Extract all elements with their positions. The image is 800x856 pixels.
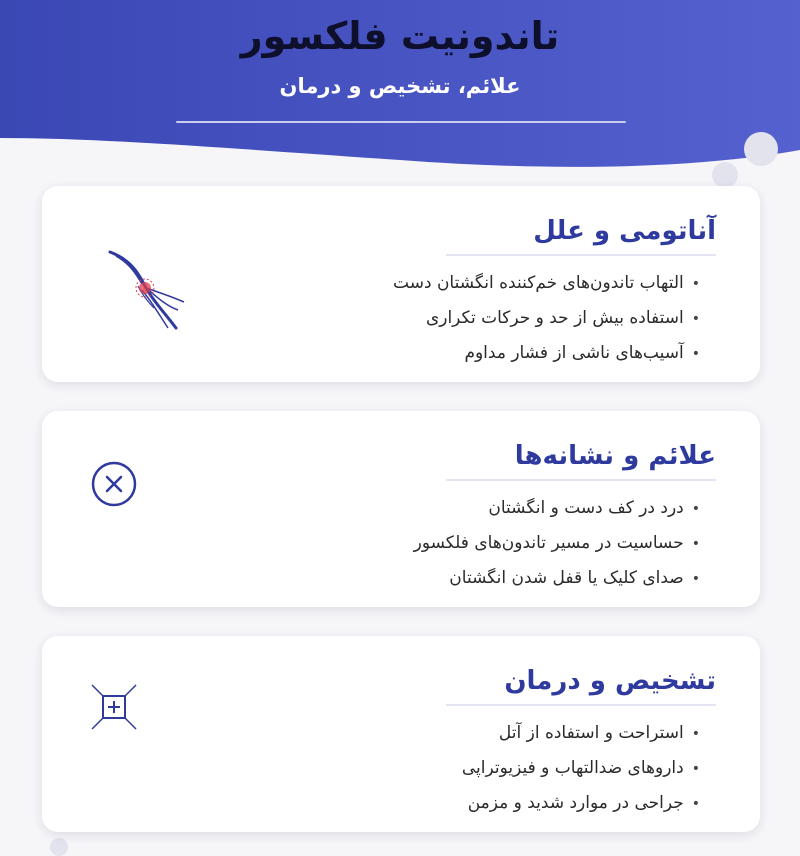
section-title: علائم و نشانه‌ها	[514, 441, 716, 471]
section-list	[200, 266, 700, 371]
finger-tendon-icon	[102, 246, 192, 346]
list-item: •استراحت و استفاده از آتل	[498, 723, 700, 743]
decorative-bubble	[744, 132, 778, 166]
list-item: •داروهای ضدالتهاب و فیزیوتراپی	[461, 758, 700, 778]
section-title: آناتومی و علل	[533, 216, 716, 246]
list-item: •آسیب‌های ناشی از فشار مداوم	[464, 343, 700, 363]
circle-x-icon	[89, 459, 139, 509]
list-item: •جراحی در موارد شدید و مزمن	[467, 793, 700, 813]
bullet-icon: •	[691, 346, 700, 362]
section-title: تشخیص و درمان	[504, 666, 716, 696]
section-divider	[446, 479, 716, 481]
section-card-symptoms	[42, 411, 760, 607]
bullet-icon: •	[691, 536, 700, 552]
bullet-icon: •	[691, 761, 700, 777]
section-list	[200, 491, 700, 596]
header-divider	[176, 121, 626, 123]
header-banner	[0, 0, 800, 180]
decorative-bubble	[712, 162, 738, 188]
bullet-icon: •	[691, 796, 700, 812]
list-item: •صدای کلیک یا قفل شدن انگشتان	[449, 568, 700, 588]
decorative-bubble	[50, 838, 68, 856]
bullet-icon: •	[691, 276, 700, 292]
section-card-treatment	[42, 636, 760, 832]
square-plus-icon	[89, 682, 139, 732]
section-list	[200, 716, 700, 821]
list-item: •استفاده بیش از حد و حرکات تکراری	[425, 308, 700, 328]
bullet-icon: •	[691, 726, 700, 742]
page-title: تاندونیت فلکسور	[240, 14, 560, 58]
bullet-icon: •	[691, 311, 700, 327]
list-item: •حساسیت در مسیر تاندون‌های فلکسور	[413, 533, 700, 553]
section-divider	[446, 704, 716, 706]
bullet-icon: •	[691, 571, 700, 587]
bullet-icon: •	[691, 501, 700, 517]
section-card-anatomy	[42, 186, 760, 382]
section-divider	[446, 254, 716, 256]
page-subtitle: علائم، تشخیص و درمان	[279, 74, 521, 98]
list-item: •درد در کف دست و انگشتان	[488, 498, 700, 518]
list-item: •التهاب تاندون‌های خم‌کننده انگشتان دست	[393, 273, 700, 293]
